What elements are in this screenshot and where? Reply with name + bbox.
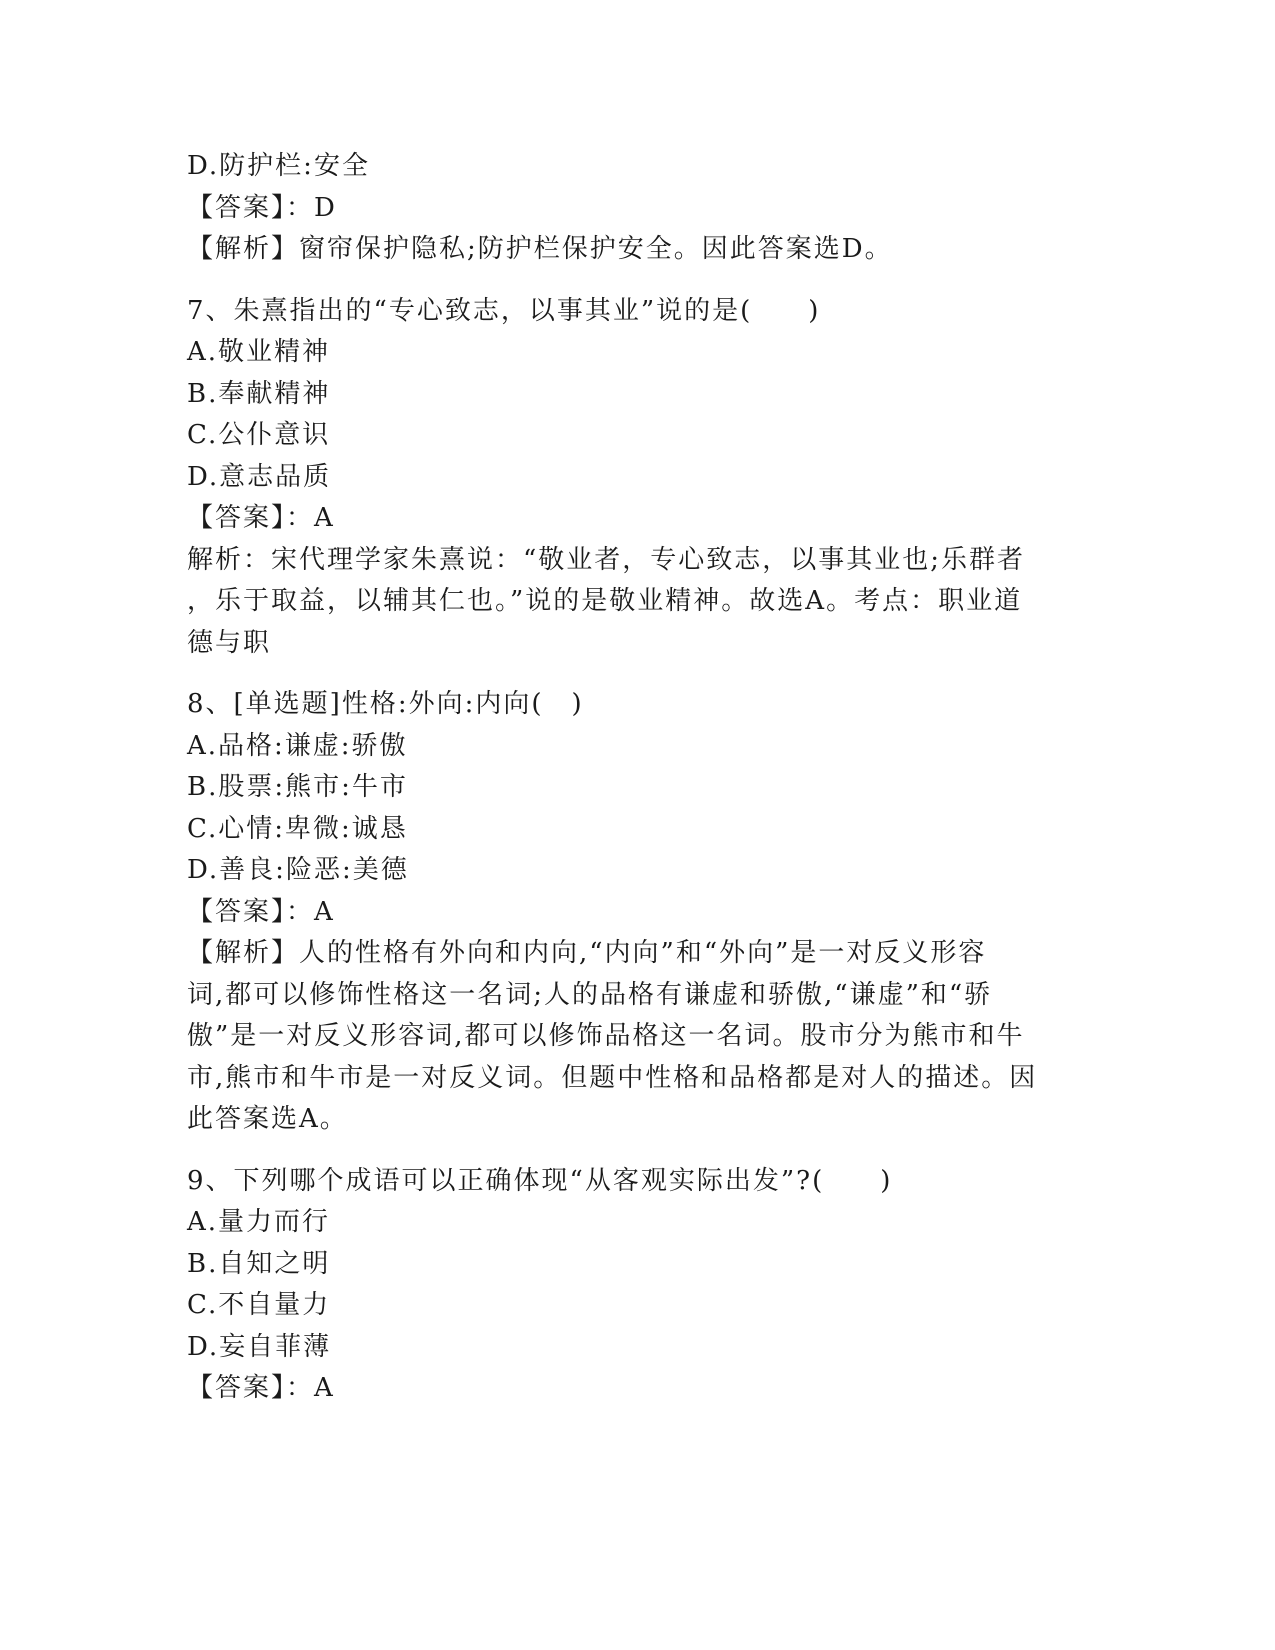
q6-answer: 【答案】：D [187, 192, 337, 223]
q7-answer: 【答案】：A [187, 503, 335, 533]
question-gap [187, 664, 1087, 684]
q7-analysis-line: 德与职 [187, 627, 272, 658]
q8-question: 8、[单选题]性格:外向:内向( ) [187, 689, 584, 719]
q7-analysis-line: 解析：宋代理学家朱熹说：“敬业者，专心致志，以事其业也;乐群者 [187, 544, 1026, 575]
q8-analysis-line: 此答案选A。 [187, 1104, 348, 1134]
q7-option-c: C.公仆意识 [187, 420, 331, 450]
q6-option-d: D.防护栏:安全 [187, 151, 370, 181]
question-gap [187, 1141, 1087, 1161]
q9-option-a: A.量力而行 [187, 1207, 331, 1237]
q8-option-c: C.心情:卑微:诚恳 [187, 813, 408, 844]
q8-option-b: B.股票:熊市:牛市 [187, 772, 408, 802]
q7-analysis [187, 540, 1087, 665]
q8-analysis-line: 【解析】人的性格有外向和内向,“内向”和“外向”是一对反义形容 [187, 938, 987, 968]
q6-analysis: 【解析】窗帘保护隐私;防护栏保护安全。因此答案选D。 [187, 234, 893, 264]
q9-option-d: D.妄自菲薄 [187, 1331, 332, 1362]
q7-question: 7、朱熹指出的“专心致志，以事其业”说的是( ) [187, 295, 821, 326]
q8-analysis [187, 933, 1087, 1141]
q8-analysis-line: 市,熊市和牛市是一对反义词。但题中性格和品格都是对人的描述。因 [187, 1062, 1038, 1093]
q9-question: 9、下列哪个成语可以正确体现“从客观实际出发”?( ) [187, 1165, 893, 1196]
q8-answer: 【答案】：A [187, 896, 335, 927]
q9-option-c: C.不自量力 [187, 1290, 331, 1320]
q7-analysis-line: ，乐于取益，以辅其仁也。”说的是敬业精神。故选A。考点：职业道 [187, 586, 1023, 616]
q9-answer: 【答案】：A [187, 1373, 335, 1403]
question-gap [187, 271, 1087, 291]
q8-option-a: A.品格:谦虚:骄傲 [187, 730, 408, 761]
q9-option-b: B.自知之明 [187, 1248, 331, 1279]
q7-option-d: D.意志品质 [187, 461, 332, 492]
q8-analysis-line: 傲”是一对反义形容词,都可以修饰品格这一名词。股市分为熊市和牛 [187, 1021, 1025, 1051]
q8-analysis-line: 词,都可以修饰性格这一名词;人的品格有谦虚和骄傲,“谦虚”和“骄 [187, 979, 993, 1010]
q8-option-d: D.善良:险恶:美德 [187, 855, 409, 885]
q7-option-b: B.奉献精神 [187, 378, 331, 409]
q7-option-a: A.敬业精神 [187, 337, 331, 367]
document-content [187, 146, 1087, 1410]
